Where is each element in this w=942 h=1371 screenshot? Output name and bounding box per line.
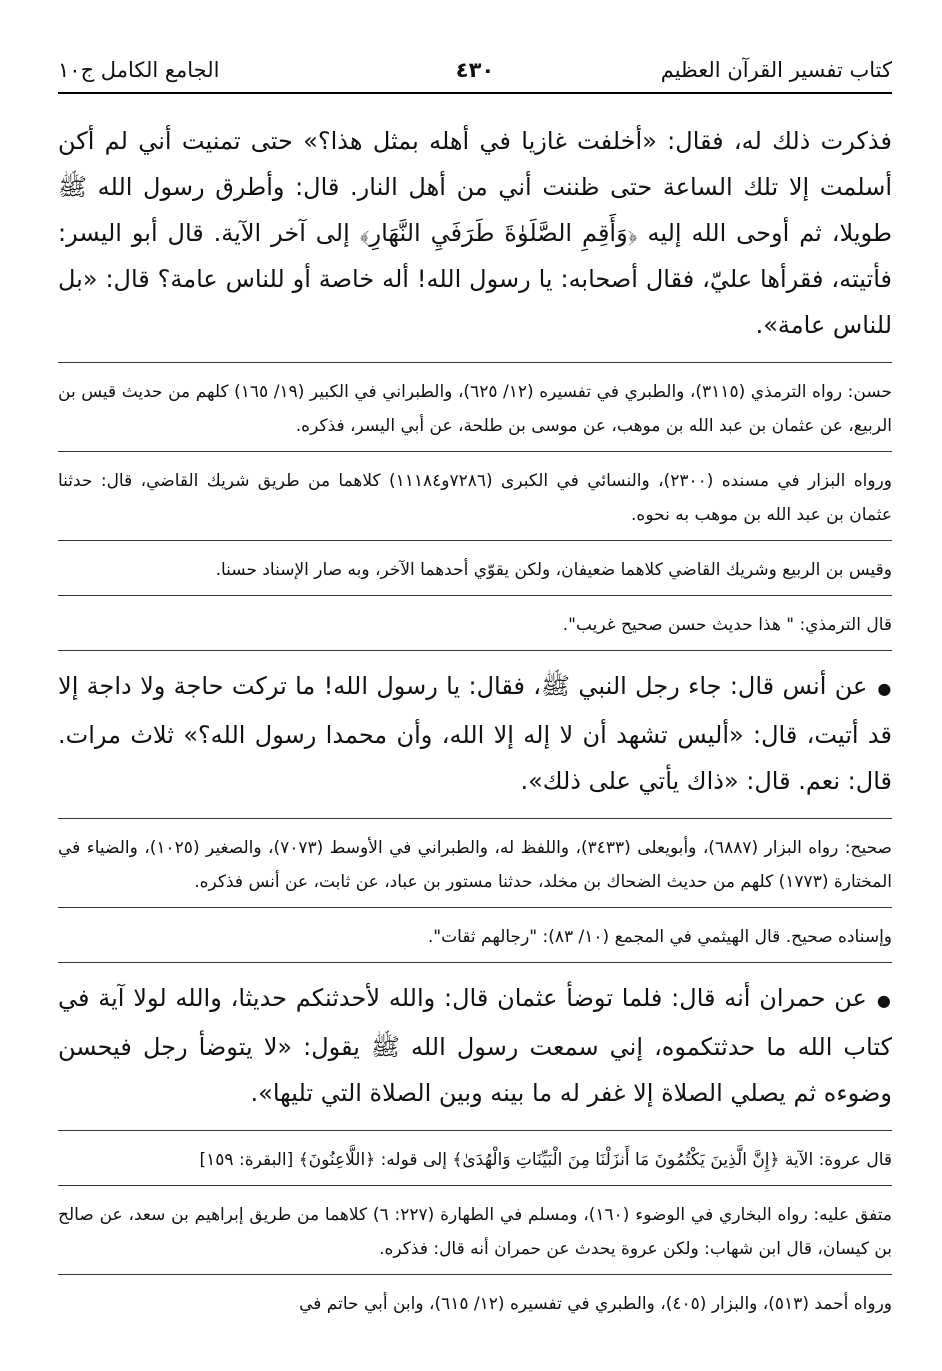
- divider: [58, 595, 892, 596]
- takhrij-note: وإسناده صحيح. قال الهيثمي في المجمع (١٠/ ٨٣): "رجالهم ثقات".: [427, 927, 892, 947]
- divider: [58, 1185, 892, 1186]
- takhrij-note: ورواه البزار في مسنده (٢٣٠٠)، والنسائي في الكبرى (٧٢٨٦و١١١٨٤) كلاهما من طريق شريك القاضي، قال: حدثنا عثمان بن عبد الله بن موهب به نحوه.: [58, 471, 892, 525]
- page-number: ٤٣٠: [455, 58, 495, 82]
- hadith-body: عن حمران أنه قال: فلما توضأ عثمان قال: والله لأحدثنكم حديثا، والله لولا آية في كتاب الله ما حدثتكموه، إني سمعت رسول الله ﷺ يقول: «لا يتوضأ رجل فيحسن وضوءه ثم يصلي الصلاة إلا غفر له ما بينه وبين الصلاة التي تليها».: [58, 984, 892, 1107]
- divider: [58, 1130, 892, 1131]
- page-header: [58, 52, 892, 94]
- quran-reference-note: قال عروة: الآية ﴿إِنَّ الَّذِينَ يَكْتُمُونَ مَا أَنزَلْنَا مِنَ الْبَيِّنَاتِ وَالْهُدَىٰ﴾ إلى قوله: ﴿اللَّاعِنُونَ﴾ [البقرة: ١٥٩]: [199, 1150, 892, 1170]
- divider: [58, 1274, 892, 1275]
- page-body: [58, 118, 892, 1329]
- takhrij-note: وقيس بن الربيع وشريك القاضي كلاهما ضعيفان، ولكن يقوّي أحدهما الآخر، وبه صار الإسناد حسنا.: [215, 560, 892, 580]
- divider: [58, 818, 892, 819]
- takhrij-note: ورواه أحمد (٥١٣)، والبزار (٤٠٥)، والطبري في تفسيره (١٢/ ٦١٥)، وابن أبي حاتم في: [299, 1294, 892, 1314]
- hadith-body: عن أنس قال: جاء رجل النبي ﷺ، فقال: يا رسول الله! ما تركت حاجة ولا داجة إلا قد أتيت، قال: «أليس تشهد أن لا إله إلا الله، وأن محمدا رسول الله؟» ثلاث مرات. قال: نعم. قال: «ذاك يأتي على ذلك».: [58, 672, 892, 795]
- hadith-text: [58, 663, 892, 804]
- divider: [58, 362, 892, 363]
- hadith-text: فذكرت ذلك له، فقال: «أخلفت غازيا في أهله بمثل هذا؟» حتى تمنيت أني لم أكن أسلمت إلا تلك الساعة حتى ظننت أني من أهل النار. قال: وأطرق رسول الله ﷺ طويلا، ثم أوحى الله إليه ﴿وَأَقِمِ الصَّلَوٰةَ طَرَفَيِ النَّهَارِ﴾ إلى آخر الآية. قال أبو اليسر: فأتيته، فقرأها عليّ، فقال أصحابه: يا رسول الله! أله خاصة أو للناس عامة؟ قال: «بل للناس عامة».: [58, 127, 892, 339]
- takhrij-note: متفق عليه: رواه البخاري في الوضوء (١٦٠)، ومسلم في الطهارة (٢٢٧: ٦) كلاهما من طريق إبراهيم بن سعد، عن صالح بن كيسان، قال ابن شهاب: ولكن عروة يحدث عن حمران أنه قال: فذكره.: [58, 1205, 892, 1259]
- book-title: كتاب تفسير القرآن العظيم: [660, 58, 892, 82]
- divider: [58, 962, 892, 963]
- bullet-icon: ●: [876, 991, 893, 1010]
- bullet-icon: ●: [877, 679, 892, 698]
- divider: [58, 540, 892, 541]
- divider: [58, 650, 892, 651]
- volume-label: الجامع الكامل ج١٠: [58, 58, 220, 82]
- takhrij-note: قال الترمذي: " هذا حديث حسن صحيح غريب".: [562, 615, 892, 635]
- divider: [58, 451, 892, 452]
- divider: [58, 907, 892, 908]
- takhrij-note: صحيح: رواه البزار (٦٨٨٧)، وأبويعلى (٣٤٣٣)، واللفظ له، والطبراني في الأوسط (٧٠٧٣)، والصغير (١٠٢٥)، والضياء في المختارة (١٧٧٣) كلهم من حديث الضحاك بن مخلد، حدثنا مستور بن عباد، عن ثابت، عن أنس فذكره.: [58, 838, 892, 892]
- hadith-text: [58, 975, 892, 1116]
- takhrij-note: حسن: رواه الترمذي (٣١١٥)، والطبري في تفسيره (١٢/ ٦٢٥)، والطبراني في الكبير (١٩/ ١٦٥) كلهم من حديث قيس بن الربيع، عن عثمان بن عبد الله بن موهب، عن موسى بن طلحة، عن أبي اليسر، فذكره.: [58, 382, 892, 436]
